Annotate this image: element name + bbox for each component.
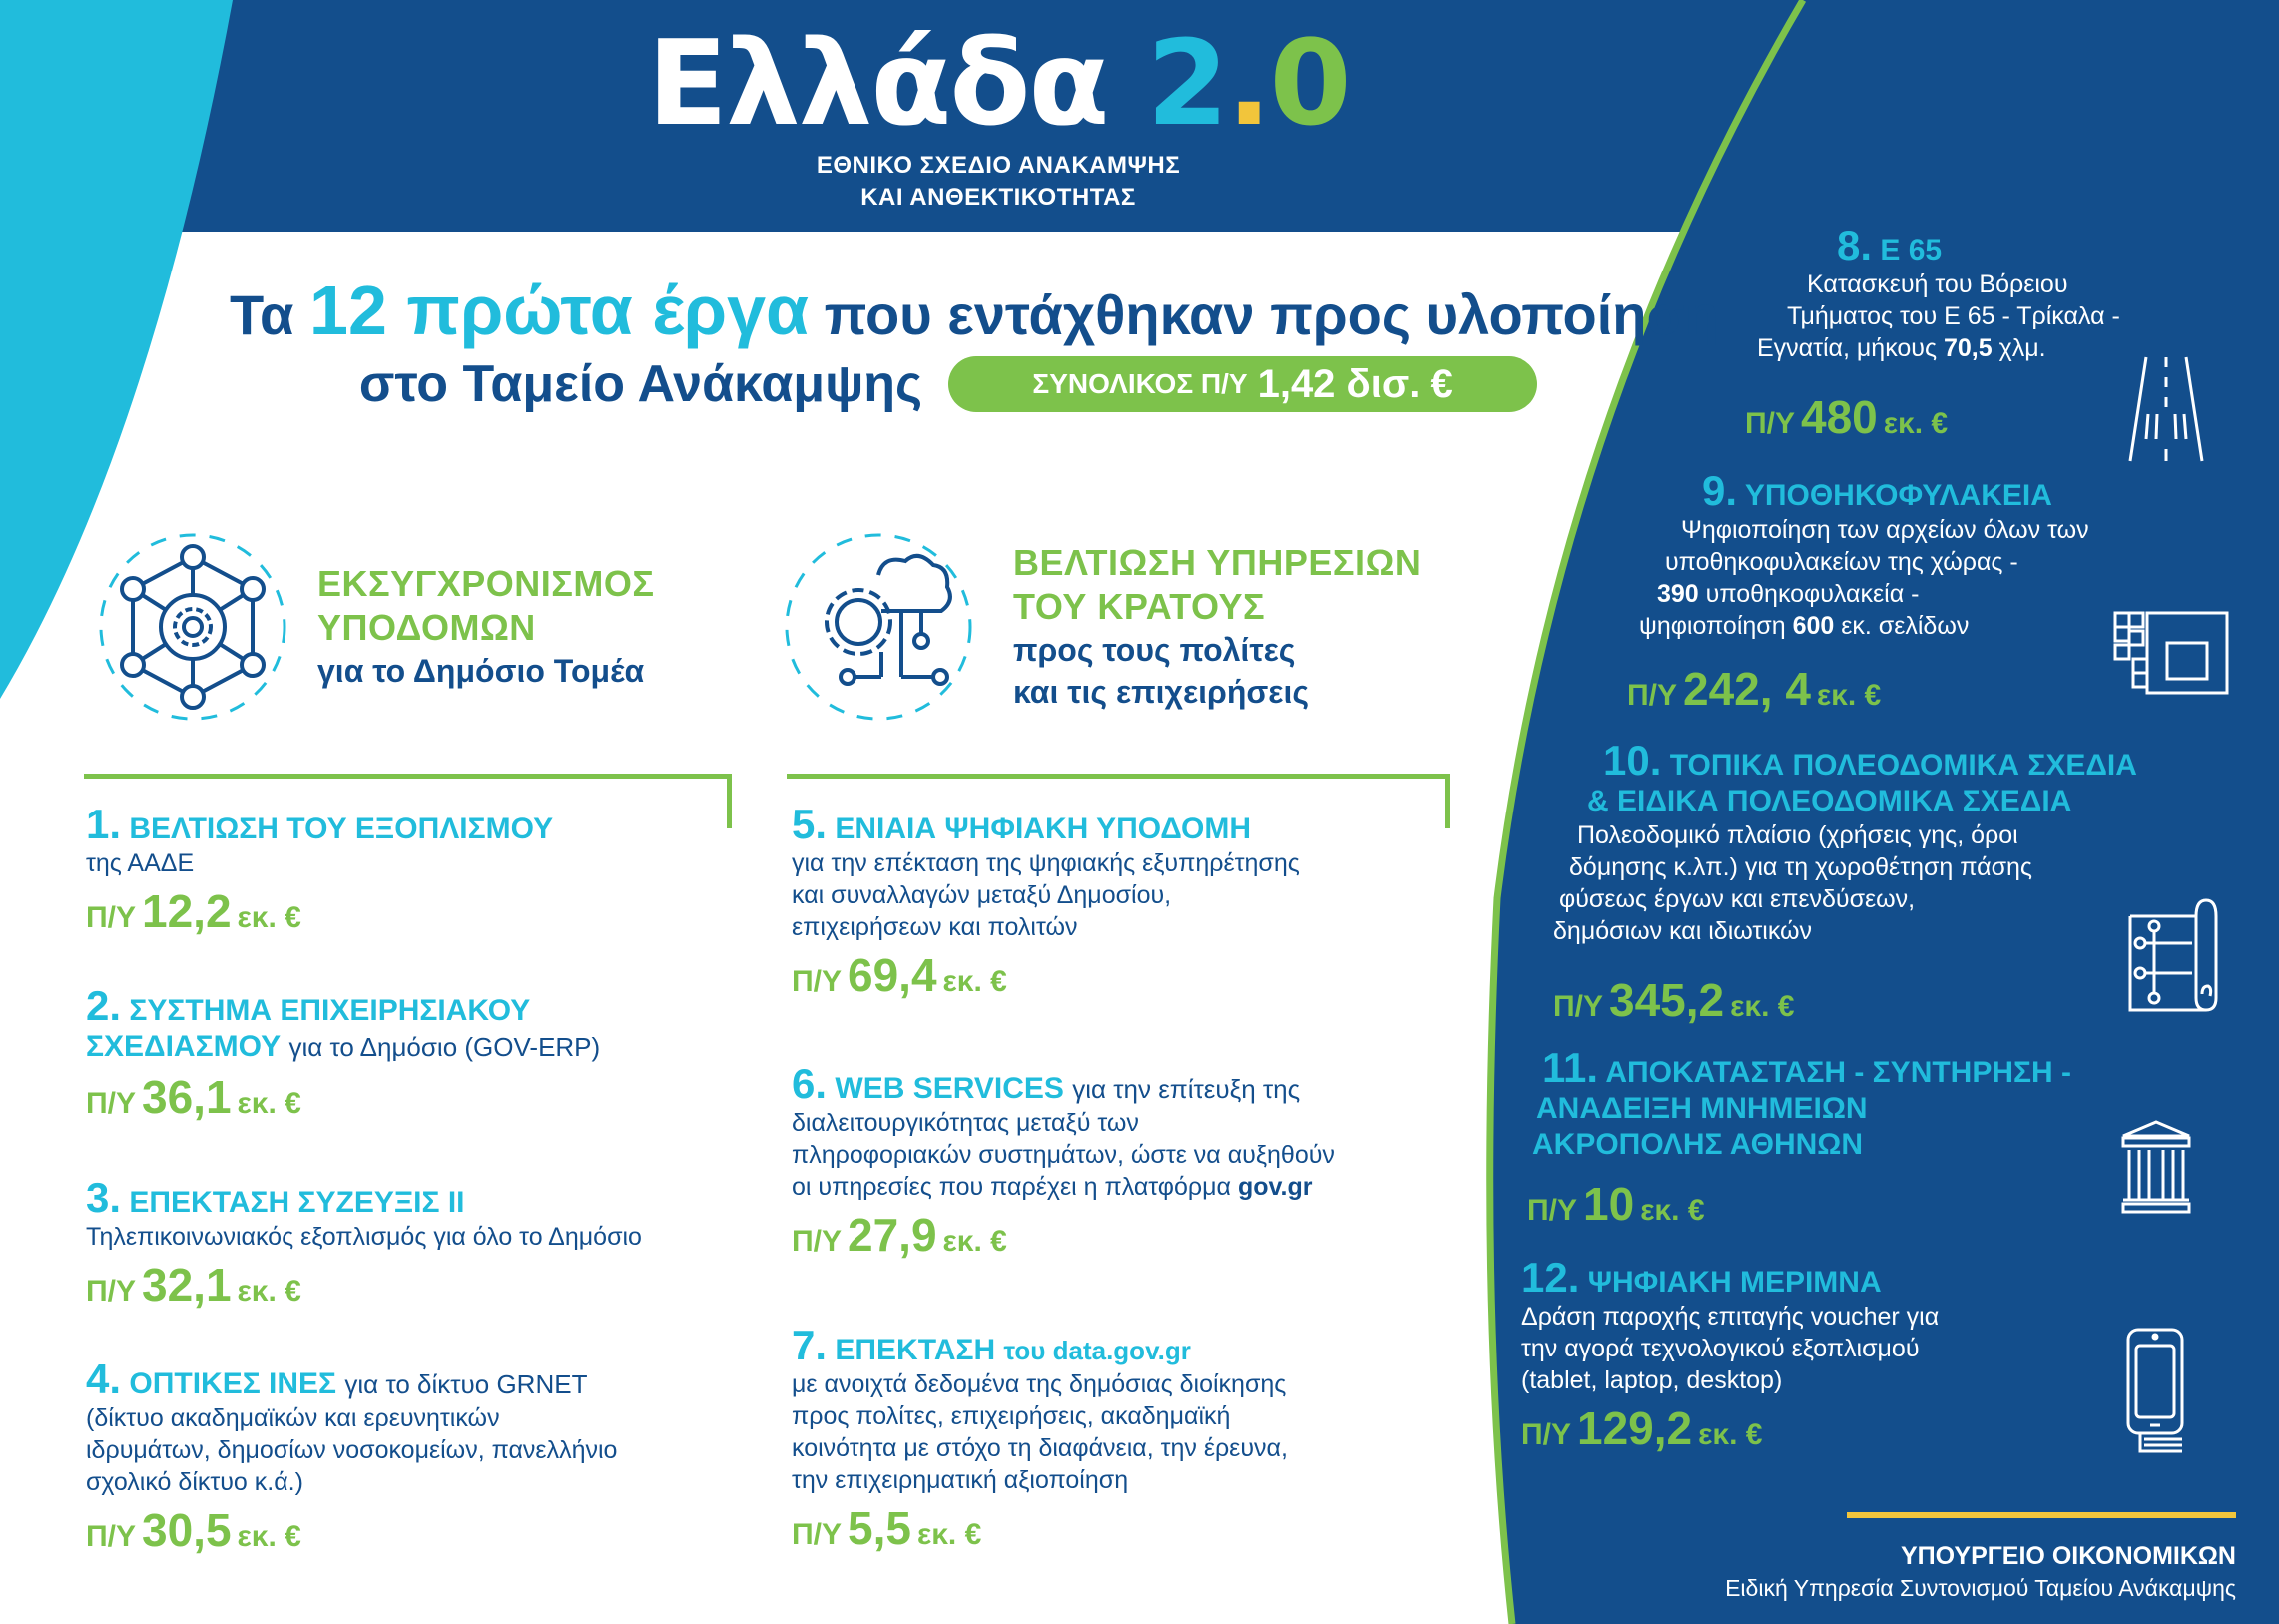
budget-project-10: Π/Υ 345,2 εκ. € [1553, 974, 1795, 1026]
budget: Π/Υ 129,2 εκ. € [1521, 1402, 1763, 1454]
footer-accent-bar [1847, 1512, 2236, 1518]
project-6: 6. WEB SERVICES για την επίτευξη της διαλειτουργικότητας μεταξύ των πληροφοριακών συστημάτων, ώστε να αυξηθούν οι υπηρεσίες που παρέχει η πλατφόρμα gov.gr Π/Υ 27,9 εκ. € [792, 1066, 1470, 1275]
cloud-gear-icon [784, 527, 993, 727]
digitization-squares-icon [2111, 609, 2231, 699]
project-8: 8. Ε 65 Κατασκευή του Βόρειου Τμήματος του Ε 65 - Τρίκαλα - Εγνατία, μήκους 70,5 χλμ. [1757, 222, 2120, 362]
project-7: 7. ΕΠΕΚΤΑΣΗ του data.gov.gr με ανοιχτά δεδομένα της δημόσιας διοίκησης προς πολίτες, επιχειρήσεις, ακαδημαϊκή κοινότητα με στόχο τη διαφάνεια, την έρευνα, την επιχειρηματική αξιοποίηση Π/Υ 5,5 εκ. € [792, 1328, 1470, 1568]
title-highlight: 12 πρώτα έργα [309, 271, 810, 349]
logo [639, 14, 1358, 212]
project-3: 3. ΕΠΕΚΤΑΣΗ ΣΥΖΕΥΞΙΣ ΙΙ Τηλεπικοινωνιακός εξοπλισμός για όλο το Δημόσιο Π/Υ 32,1 εκ. € [86, 1180, 765, 1325]
project-12: 12. ΨΗΦΙΑΚΗ ΜΕΡΙΜΝΑ Δράση παροχής επιταγής voucher για την αγορά τεχνολογικού εξοπλισμού (tablet, laptop, desktop) Π/Υ 129,2 εκ. € [1521, 1260, 2140, 1468]
ministry-name: ΥΠΟΥΡΓΕΙΟ ΟΙΚΟΝΟΜΙΚΩΝ [1900, 1542, 2236, 1570]
tablet-icon [2126, 1328, 2186, 1457]
category-infrastructure [88, 527, 655, 727]
title-line1: Τα 12 πρώτα έργα που εντάχθηκαν προς υλοποίηση [230, 271, 1720, 349]
budget: Π/Υ 27,9 εκ. € [792, 1209, 1007, 1261]
category-state-services [784, 527, 1421, 727]
budget: Π/Υ 36,1 εκ. € [86, 1071, 301, 1123]
logo-subtitle-line1: ΕΘΝΙΚΟ ΣΧΕΔΙΟ ΑΝΑΚΑΜΨΗΣ [816, 152, 1181, 179]
category-subtitle: για το Δημόσιο Τομέα [317, 653, 645, 689]
budget: Π/Υ 69,4 εκ. € [792, 949, 1007, 1001]
project-5: 5. ΕΝΙΑΙΑ ΨΗΦΙΑΚΗ ΥΠΟΔΟΜΗ για την επέκταση της ψηφιακής εξυπηρέτησης και συναλλαγών μεταξύ Δημοσίου, επιχειρήσεων και πολιτών Π/Υ 69,4 εκ. € [792, 807, 1470, 1015]
page-title [230, 271, 1720, 414]
logo-subtitle-line2: ΚΑΙ ΑΝΘΕΚΤΙΚΟΤΗΤΑΣ [860, 184, 1136, 211]
category-subtitle: προς τους πολίτες [1013, 632, 1296, 668]
project-11: 11. ΑΠΟΚΑΤΑΣΤΑΣΗ - ΣΥΝΤΗΡΗΣΗ - ΑΝΑΔΕΙΞΗ ΜΝΗΜΕΙΩΝ ΑΚΡΟΠΟΛΗΣ ΑΘΗΝΩΝ [1532, 1044, 2072, 1161]
category-title: ΤΟΥ ΚΡΑΤΟΥΣ [1013, 586, 1266, 627]
total-budget-badge: ΣΥΝΟΛΙΚΟΣ Π/Υ 1,42 δισ. € [948, 356, 1537, 412]
budget-project-11: Π/Υ 10 εκ. € [1527, 1178, 1705, 1230]
road-icon [2126, 349, 2206, 464]
project-4: 4. ΟΠΤΙΚΕΣ ΙΝΕΣ για το δίκτυο GRNET (δίκτυο ακαδημαϊκών και ερευνητικών ιδρυμάτων, δημοσίων νοσοκομείων, πανελλήνιο σχολικό δίκτυο κ.ά.) Π/Υ 30,5 εκ. € [86, 1361, 765, 1570]
parthenon-icon [2121, 1120, 2191, 1216]
budget-project-8: Π/Υ 480 εκ. € [1745, 391, 1949, 443]
category-subtitle: και τις επιχειρήσεις [1013, 674, 1309, 710]
footer [1557, 1512, 2236, 1604]
project-2: 2. ΣΥΣΤΗΜΑ ΕΠΙΧΕΙΡΗΣΙΑΚΟΥ ΣΧΕΔΙΑΣΜΟΥ για το Δημόσιο (GOV-ERP) Π/Υ 36,1 εκ. € [86, 988, 765, 1137]
logo-wordmark: Ελλάδα 2.0 [647, 14, 1350, 152]
category-title: ΒΕΛΤΙΩΣΗ ΥΠΗΡΕΣΙΩΝ [1013, 542, 1422, 583]
project-1: 1. ΒΕΛΤΙΩΣΗ ΤΟΥ ΕΞΟΠΛΙΣΜΟΥ της ΑΑΔΕ Π/Υ 12,2 εκ. € [86, 807, 765, 951]
urban-plan-scroll-icon [2126, 898, 2221, 1013]
category-title: ΥΠΟΔΟΜΩΝ [317, 607, 536, 648]
budget: Π/Υ 5,5 εκ. € [792, 1502, 982, 1554]
budget: Π/Υ 32,1 εκ. € [86, 1259, 301, 1311]
project-10: 10. ΤΟΠΙΚΑ ΠΟΛΕΟΔΟΜΙΚΑ ΣΧΕΔΙΑ & ΕΙΔΙΚΑ ΠΟΛΕΟΔΟΜΙΚΑ ΣΧΕΔΙΑ Πολεοδομικό πλαίσιο (χρήσεις γης, όροι δόμησης κ.λπ.) για τη χωροθέτηση πάσης φύσεως έργων και επενδύσεων, δημόσιων και ιδιωτικών [1553, 737, 2137, 945]
budget: Π/Υ 30,5 εκ. € [86, 1504, 301, 1556]
project-9: 9. ΥΠΟΘΗΚΟΦΥΛΑΚΕΙΑ Ψηφιοποίηση των αρχείων όλων των υποθηκοφυλακείων της χώρας - 390 υποθηκοφυλακεία - ψηφιοποίηση 600 εκ. σελίδων [1639, 467, 2089, 640]
category-title: ΕΚΣΥΓΧΡΟΝΙΣΜΟΣ [317, 563, 655, 604]
budget: Π/Υ 12,2 εκ. € [86, 885, 301, 937]
service-name: Ειδική Υπηρεσία Συντονισμού Ταμείου Ανάκαμψης [1725, 1575, 2236, 1601]
title-line2: στο Ταμείο Ανάκαμψης ΣΥΝΟΛΙΚΟΣ Π/Υ 1,42 δισ. € [230, 354, 1667, 414]
network-gear-icon [88, 527, 297, 727]
budget-project-9: Π/Υ 242, 4 εκ. € [1627, 663, 1882, 715]
